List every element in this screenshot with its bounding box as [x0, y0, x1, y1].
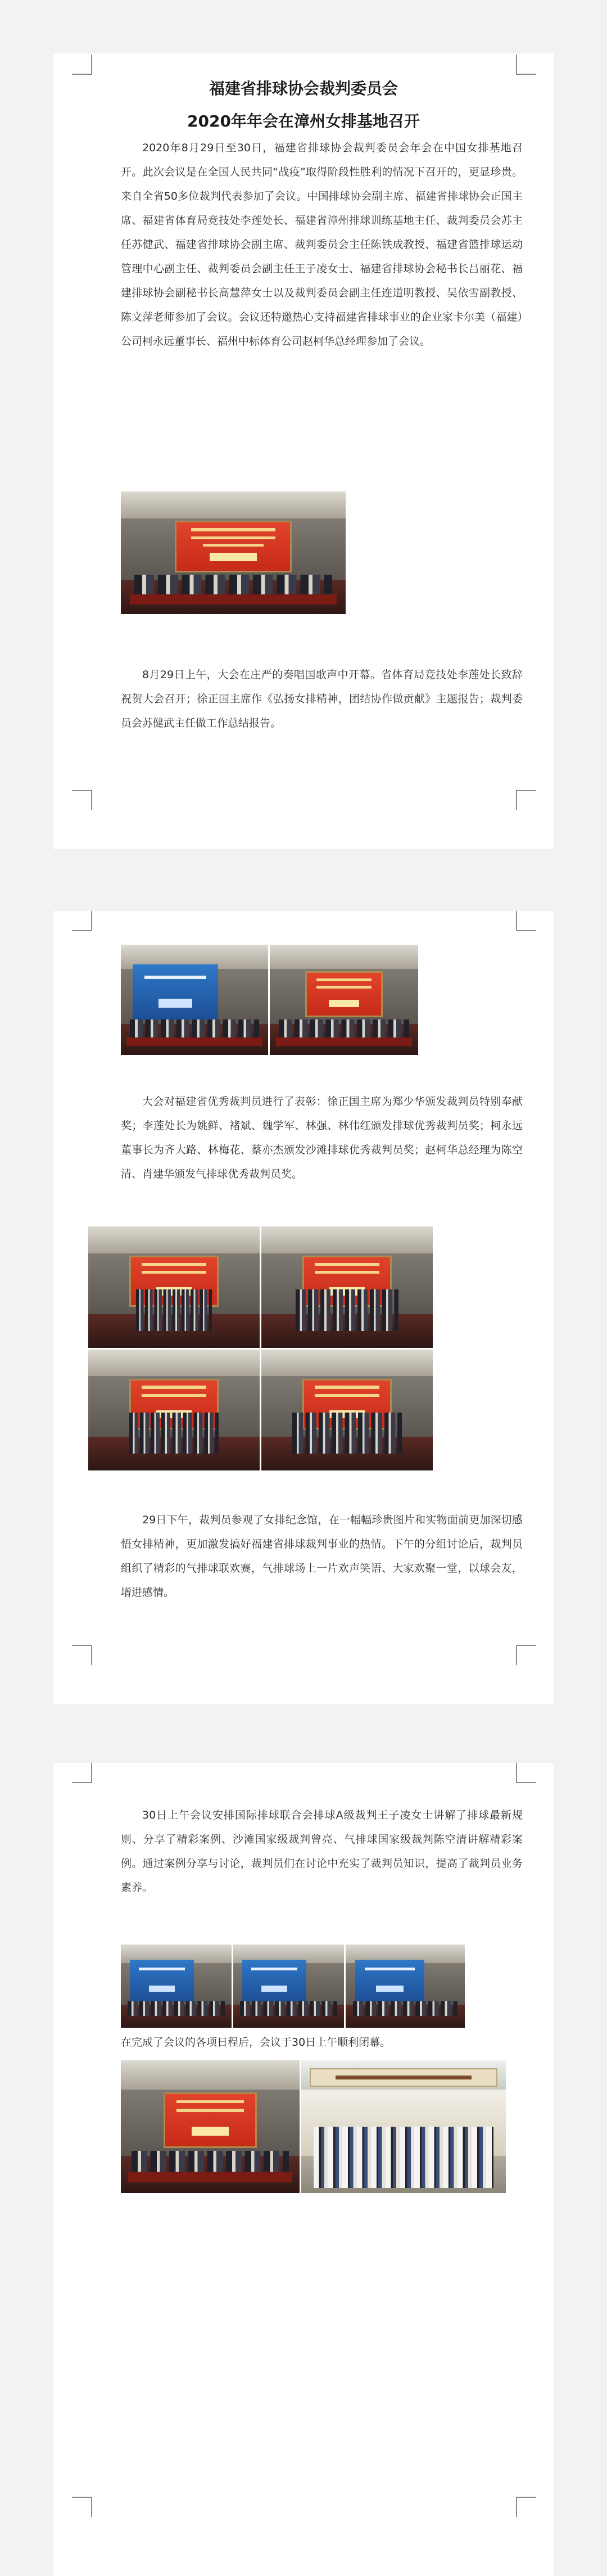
crop-mark-bottom-left — [72, 1645, 92, 1665]
crop-mark-top-left — [72, 1763, 92, 1783]
paragraph-intro: 2020年8月29日至30日，福建省排球协会裁判委员会年会在中国女排基地召开。此次会议是在全国人民共同“战疫”取得阶段性胜利的情况下召开的，更显珍贵。来自全省50多位裁判代表参加了会议。中国排球协会副主席、福建省排球协会正国主席、福建省体育局竞技处李莲处长、福建省漳州排球训练基地主任、裁判委员会苏主任苏健武、福建省排球协会副主席、裁判委员会主任陈铁成教授、福建省篮排球运动管理中心副主任、裁判委员会副主任王子凌女士、福建省排球协会秘书长吕丽花、福建排球协会副秘书长高慧萍女士以及裁判委员会副主任连道明教授、吴依雪副教授、陈文萍老师参加了会议。会议还特邀热心支持福建省排球事业的企业家卡尔美（福建）公司柯永远董事长、福州中标体育公司赵柯华总经理参加了会议。 — [121, 142, 523, 348]
crop-mark-top-right — [516, 55, 536, 75]
paragraph-afternoon: 29日下午，裁判员参观了女排纪念馆，在一幅幅珍贵图片和实物面前更加深切感悟女排精神，更加激发搞好福建省排球裁判事业的热情。下午的分组讨论后，裁判员组织了精彩的气排球联欢赛，气排球场上一片欢声笑语、大家欢聚一堂，以球会友，增进感情。 — [121, 1514, 523, 1599]
photo-opening-ceremony — [121, 491, 346, 614]
crop-mark-bottom-right — [516, 790, 536, 810]
photo-lecture-2 — [233, 1945, 344, 2028]
paragraph-opening: 8月29日上午，大会在庄严的奏唱国歌声中开幕。省体育局竞技处李莲处长致辞祝贺大会召开；徐正国主席作《弘扬女排精神，团结协作做贡献》主题报告；裁判委员会苏健武主任做工作总结报告。 — [121, 669, 523, 729]
photo-speech — [121, 945, 268, 1055]
crop-mark-bottom-right — [516, 2497, 536, 2517]
photo-lecture-1 — [121, 1945, 232, 2028]
crop-mark-top-left — [72, 911, 92, 931]
photo-work-report — [270, 945, 418, 1055]
photo-award-4 — [261, 1350, 433, 1470]
photo-lecture-3 — [346, 1945, 465, 2028]
photo-closing-ceremony — [121, 2060, 300, 2193]
photo-award-2 — [261, 1226, 433, 1348]
paragraph-closing: 在完成了会议的各项日程后，会议于30日上午顺利闭幕。 — [121, 2036, 391, 2049]
paragraph-rules-lecture: 30日上午会议安排国际排球联合会排球A级裁判王子凌女士讲解了排球最新规则、分享了精彩案例、沙滩国家级裁判曾亮、气排球国家级裁判陈空清讲解精彩案例。通过案例分享与讨论，裁判员们在讨论中充实了裁判员知识，提高了裁判员业务素养。 — [121, 1809, 523, 1894]
photo-group-at-museum — [301, 2060, 506, 2193]
crop-mark-top-right — [516, 911, 536, 931]
photo-award-3 — [88, 1350, 260, 1470]
crop-mark-bottom-left — [72, 2497, 92, 2517]
document-subtitle: 2020年年会在漳州女排基地召开 — [187, 112, 420, 130]
document-title: 福建省排球协会裁判委员会 — [209, 79, 398, 98]
crop-mark-top-right — [516, 1763, 536, 1783]
crop-mark-bottom-right — [516, 1645, 536, 1665]
paragraph-awards: 大会对福建省优秀裁判员进行了表彰：徐正国主席为郑少华颁发裁判员特别奉献奖；李莲处长为姚鲜、褚斌、魏学军、林强、林伟红颁发排球优秀裁判员奖；柯永远董事长为齐大路、林梅花、蔡亦杰颁发沙滩排球优秀裁判员奖；赵柯华总经理为陈空清、肖建华颁发气排球优秀裁判员奖。 — [121, 1095, 523, 1180]
crop-mark-top-left — [72, 55, 92, 75]
crop-mark-bottom-left — [72, 790, 92, 810]
photo-award-1 — [88, 1226, 260, 1348]
